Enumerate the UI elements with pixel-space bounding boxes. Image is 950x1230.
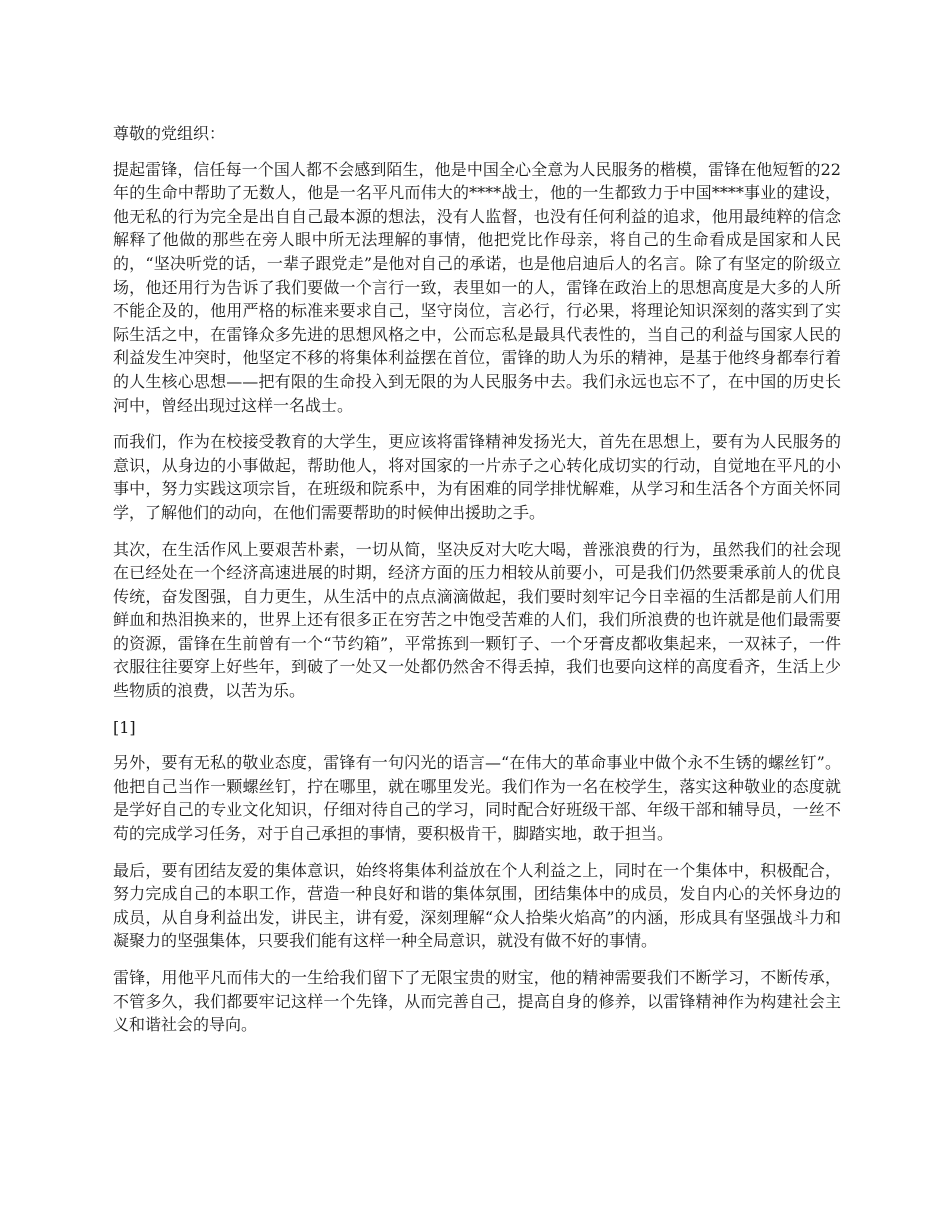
footnote-marker: [1] — [113, 717, 136, 737]
paragraph-1: 提起雷锋，信任每一个国人都不会感到陌生，他是中国全心全意为人民服务的楷模，雷锋在他短暂的22年的生命中帮助了无数人，他是一名平凡而伟大的****战士，他的一生都致力于中国****事业的建设，他无私的行为完全是出自自己最本源的想法，没有人监督，也没有任何利益的追求，他用最纯粹的信念解释了他做的那些在旁人眼中所无法理解的事情，他把党比作母亲，将自己的生命看成是国家和人民的，“坚决听党的话，一辈子跟党走”是他对自己的承诺，也是他启迪后人的名言。除了有坚定的阶级立场，他还用行为告诉了我们要做一个言行一致，表里如一的人，雷锋在政治上的思想高度是大多的人所不能企及的，他用严格的标准来要求自己，坚守岗位，言必行，行必果，将理论知识深刻的落实到了实际生活之中，在雷锋众多先进的思想风格之中，公而忘私是最具代表性的，当自己的利益与国家人民的利益发生冲突时，他坚定不移的将集体利益摆在首位，雷锋的助人为乐的精神，是基于他终身都奉行着的人生核心思想——把有限的生命投入到无限的为人民服务中去。我们永远也忘不了，在中国的历史长河中，曾经出现过这样一名战士。 — [113, 159, 841, 415]
paragraph-6: 雷锋，用他平凡而伟大的一生给我们留下了无限宝贵的财宝，他的精神需要我们不断学习，不断传承，不管多久，我们都要牢记这样一个先锋，从而完善自己，提高自身的修养，以雷锋精神作为构建社会主义和谐社会的导向。 — [113, 968, 841, 1035]
paragraph-4: 另外，要有无私的敬业态度，雷锋有一句闪光的语言—“在伟大的革命事业中做个永不生锈的螺丝钉”。他把自己当作一颗螺丝钉，拧在哪里，就在哪里发光。我们作为一名在校学生，落实这种敬业的态度就是学好自己的专业文化知识，仔细对待自己的学习，同时配合好班级干部、年级干部和辅导员，一丝不苟的完成学习任务，对于自己承担的事情，要积极肯干，脚踏实地，敢于担当。 — [113, 753, 841, 844]
salutation: 尊敬的党组织： — [113, 124, 226, 143]
paragraph-3: 其次，在生活作风上要艰苦朴素，一切从简，坚决反对大吃大喝，普涨浪费的行为，虽然我们的社会现在已经处在一个经济高速进展的时期，经济方面的压力相较从前要小，可是我们仍然要秉承前人的优良传统，奋发图强，自力更生，从生活中的点点滴滴做起，我们要时刻牢记今日幸福的生活都是前人们用鲜血和热泪换来的，世界上还有很多正在穷苦之中饱受苦难的人们，我们所浪费的也许就是他们最需要的资源，雷锋在生前曾有一个“节约箱”，平常拣到一颗钉子、一个牙膏皮都收集起来，一双袜子，一件衣服往往要穿上好些年，到破了一处又一处都仍然舍不得丢掉，我们也要向这样的高度看齐，生活上少些物质的浪费，以苦为乐。 — [113, 539, 841, 701]
paragraph-2: 而我们，作为在校接受教育的大学生，更应该将雷锋精神发扬光大，首先在思想上，要有为人民服务的意识，从身边的小事做起，帮助他人，将对国家的一片赤子之心转化成切实的行动，自觉地在平凡的小事中，努力实践这项宗旨，在班级和院系中，为有困难的同学排忧解难，从学习和生活各个方面关怀同学，了解他们的动向，在他们需要帮助的时候伸出援助之手。 — [113, 432, 841, 522]
document-body — [113, 122, 841, 1050]
paragraph-5: 最后，要有团结友爱的集体意识，始终将集体利益放在个人利益之上，同时在一个集体中，积极配合，努力完成自己的本职工作，营造一种良好和谐的集体氛围，团结集体中的成员，发自内心的关怀身边的成员，从自身利益出发，讲民主，讲有爱，深刻理解“众人拾柴火焰高”的内涵，形成具有坚强战斗力和凝聚力的坚强集体，只要我们能有这样一种全局意识，就没有做不好的事情。 — [113, 860, 841, 951]
